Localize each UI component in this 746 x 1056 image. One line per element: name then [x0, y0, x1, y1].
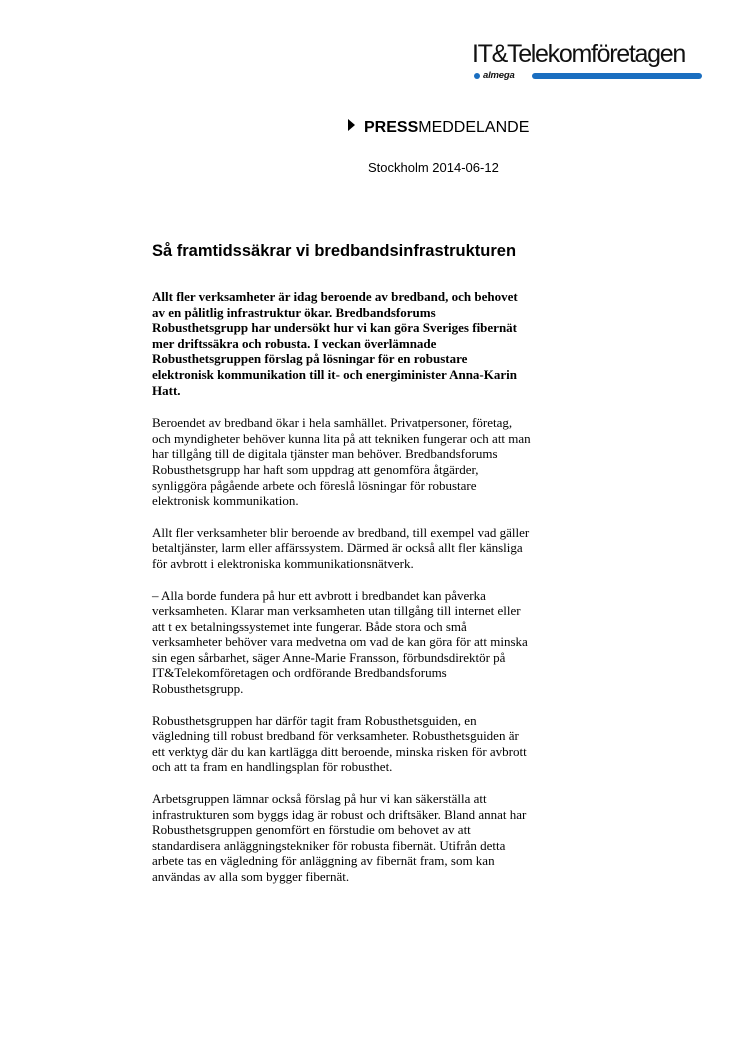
text-line: och myndigheter behöver kunna lita på att tekniken fungerar och att man: [152, 430, 531, 446]
press-release-label: [348, 119, 529, 137]
text-line: att t ex betalningssystemet inte fungerar. Både stora och små: [152, 618, 467, 634]
text-line: vägledning till robust bredband för verksamheter. Robusthetsguiden är: [152, 728, 519, 744]
text-line: Hatt.: [152, 382, 181, 398]
body-paragraph: [152, 525, 602, 572]
press-label-bold: PRESS: [364, 119, 419, 136]
text-line: Robusthetsgruppen har därför tagit fram Robusthetsguiden, en: [152, 712, 477, 728]
triangle-right-icon: [348, 119, 355, 131]
logo-wordmark: IT&Telekomföretagen: [472, 40, 685, 68]
logo-dot-icon: [474, 73, 480, 79]
text-line: har tillgång till de digitala tjänster man behöver. Bredbandsforums: [152, 446, 498, 462]
text-line: synliggöra pågående arbete och föreslå lösningar för robustare: [152, 477, 477, 493]
article-body: [152, 289, 602, 901]
text-line: Robusthetsgruppen genomfört en förstudie om behovet av att: [152, 822, 471, 838]
text-line: IT&Telekomföretagen och ordförande Bredbandsforums: [152, 665, 447, 681]
dateline: Stockholm 2014-06-12: [368, 160, 499, 175]
text-line: Allt fler verksamheter blir beroende av bredband, till exempel vad gäller: [152, 524, 530, 540]
text-line: och att ta fram en handlingsplan för robusthet.: [152, 759, 393, 775]
text-line: av en pålitlig infrastruktur ökar. Bredbandsforums: [152, 304, 436, 320]
text-line: Allt fler verksamheter är idag beroende av bredband, och behovet: [152, 289, 518, 304]
text-line: användas av alla som bygger fibernät.: [152, 869, 350, 884]
article-headline: Så framtidssäkrar vi bredbandsinfrastrukturen: [152, 242, 517, 260]
body-paragraph: [152, 415, 602, 509]
text-line: infrastrukturen som byggs idag är robust och driftsäker. Bland annat har: [152, 806, 527, 822]
text-line: standardisera anläggningstekniker för robusta fibernät. Utifrån detta: [152, 837, 506, 853]
text-line: arbete tas en vägledning för anläggning av fibernät fram, som kan: [152, 853, 495, 869]
company-logo: [472, 40, 704, 82]
logo-line: [532, 73, 702, 79]
logo-bar: [472, 71, 702, 81]
text-line: elektronisk kommunikation.: [152, 493, 299, 509]
body-paragraph: [152, 791, 602, 885]
text-line: verksamheter behöver vara medvetna om vad de kan göra för att minska: [152, 634, 528, 650]
text-line: Robusthetsgrupp.: [152, 681, 244, 697]
body-paragraph: [152, 588, 602, 697]
text-line: betaltjänster, larm eller affärssystem. Därmed är också allt fler känsliga: [152, 540, 523, 556]
text-line: elektronisk kommunikation till it- och energiminister Anna-Karin: [152, 366, 517, 382]
lead-paragraph: [152, 289, 602, 398]
text-line: Robusthetsgrupp har haft som uppdrag att genomföra åtgärder,: [152, 461, 479, 477]
text-line: mer driftssäkra och robusta. I veckan överlämnade: [152, 335, 437, 351]
text-line: Beroendet av bredband ökar i hela samhället. Privatpersoner, företag,: [152, 415, 513, 431]
press-label-rest: MEDDELANDE: [418, 119, 530, 136]
text-line: Robusthetsgruppen förslag på lösningar för en robustare: [152, 351, 468, 367]
body-paragraph: [152, 713, 602, 775]
text-line: verksamheten. Klarar man verksamheten utan tillgång till internet eller: [152, 603, 521, 619]
text-line: Robusthetsgrupp har undersökt hur vi kan göra Sveriges fibernät: [152, 320, 518, 336]
text-line: för avbrott i elektroniska kommunikationsnätverk.: [152, 555, 414, 571]
text-line: Arbetsgruppen lämnar också förslag på hur vi kan säkerställa att: [152, 791, 487, 807]
text-line: ett verktyg där du kan kartlägga ditt beroende, minska risken för avbrott: [152, 743, 527, 759]
text-line: – Alla borde fundera på hur ett avbrott i bredbandet kan påverka: [152, 587, 486, 603]
logo-subbrand: almega: [483, 70, 515, 81]
text-line: sin egen sårbarhet, säger Anne-Marie Fransson, förbundsdirektör på: [152, 649, 506, 665]
